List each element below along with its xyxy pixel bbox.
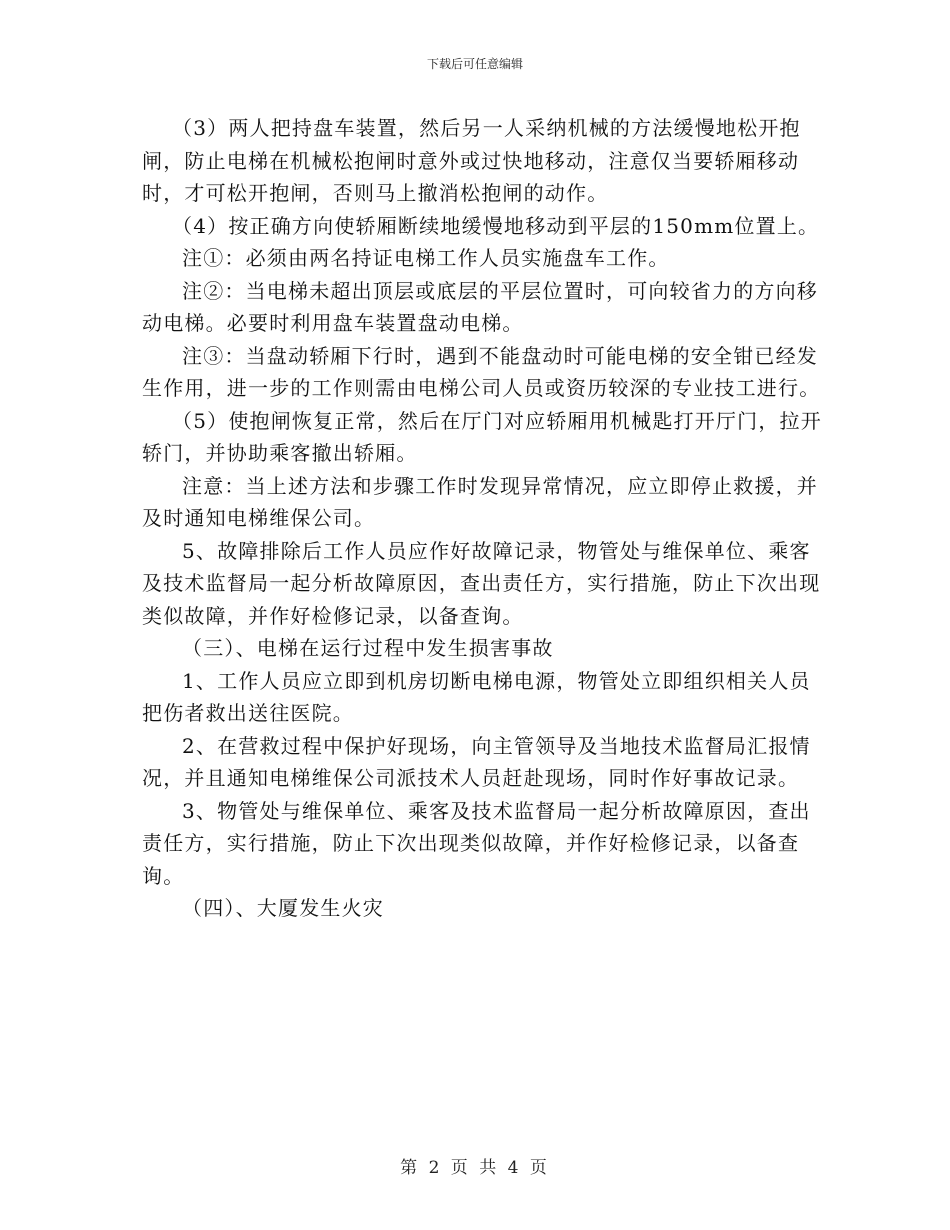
- paragraph: 5、故障排除后工作人员应作好故障记录，物管处与维保单位、乘客及技术监督局一起分析故障原因，查出责任方，实行措施，防止下次出现类似故障，并作好检修记录，以备查询。: [142, 538, 821, 628]
- paragraph: （5）使抱闸恢复正常，然后在厅门对应轿厢用机械匙打开厅门，拉开轿门，并协助乘客撤出轿厢。: [142, 408, 822, 465]
- paragraph: 注③：当盘动轿厢下行时，遇到不能盘动时可能电梯的安全钳已经发生作用，进一步的工作则需由电梯公司人员或资历较深的专业技工进行。: [142, 343, 821, 400]
- paragraph: 注②：当电梯未超出顶层或底层的平层位置时，可向较省力的方向移动电梯。必要时利用盘车装置盘动电梯。: [142, 278, 818, 335]
- paragraph: 注①：必须由两名持证电梯工作人员实施盘车工作。: [182, 246, 670, 270]
- document-body: [142, 112, 822, 925]
- page-header: 下载后可任意编辑: [426, 57, 523, 71]
- paragraph: （3）两人把持盘车装置，然后另一人采纳机械的方法缓慢地松开抱闸，防止电梯在机械松抱闸时意外或过快地移动，注意仅当要轿厢移动时，才可松开抱闸，否则马上撤消松抱闸的动作。: [142, 116, 801, 205]
- paragraph: 1、工作人员应立即到机房切断电梯电源，物管处立即组织相关人员把伤者救出送往医院。: [142, 668, 811, 725]
- section-heading: （三）、电梯在运行过程中发生损害事故: [182, 636, 554, 660]
- paragraph: （4）按正确方向使轿厢断续地缓慢地移动到平层的150mm位置上。: [172, 213, 820, 238]
- page-footer: 第 2 页 共 4 页: [400, 1158, 550, 1178]
- section-heading: （四）、大厦发生火灾: [182, 896, 384, 920]
- paragraph: 2、在营救过程中保护好现场，向主管领导及当地技术监督局汇报情况，并且通知电梯维保公司派技术人员赶赴现场，同时作好事故记录。: [142, 733, 811, 790]
- paragraph: 注意：当上述方法和步骤工作时发现异常情况，应立即停止救援，并及时通知电梯维保公司。: [142, 473, 818, 530]
- paragraph: 3、物管处与维保单位、乘客及技术监督局一起分析故障原因，查出责任方，实行措施，防止下次出现类似故障，并作好检修记录，以备查询。: [142, 798, 811, 888]
